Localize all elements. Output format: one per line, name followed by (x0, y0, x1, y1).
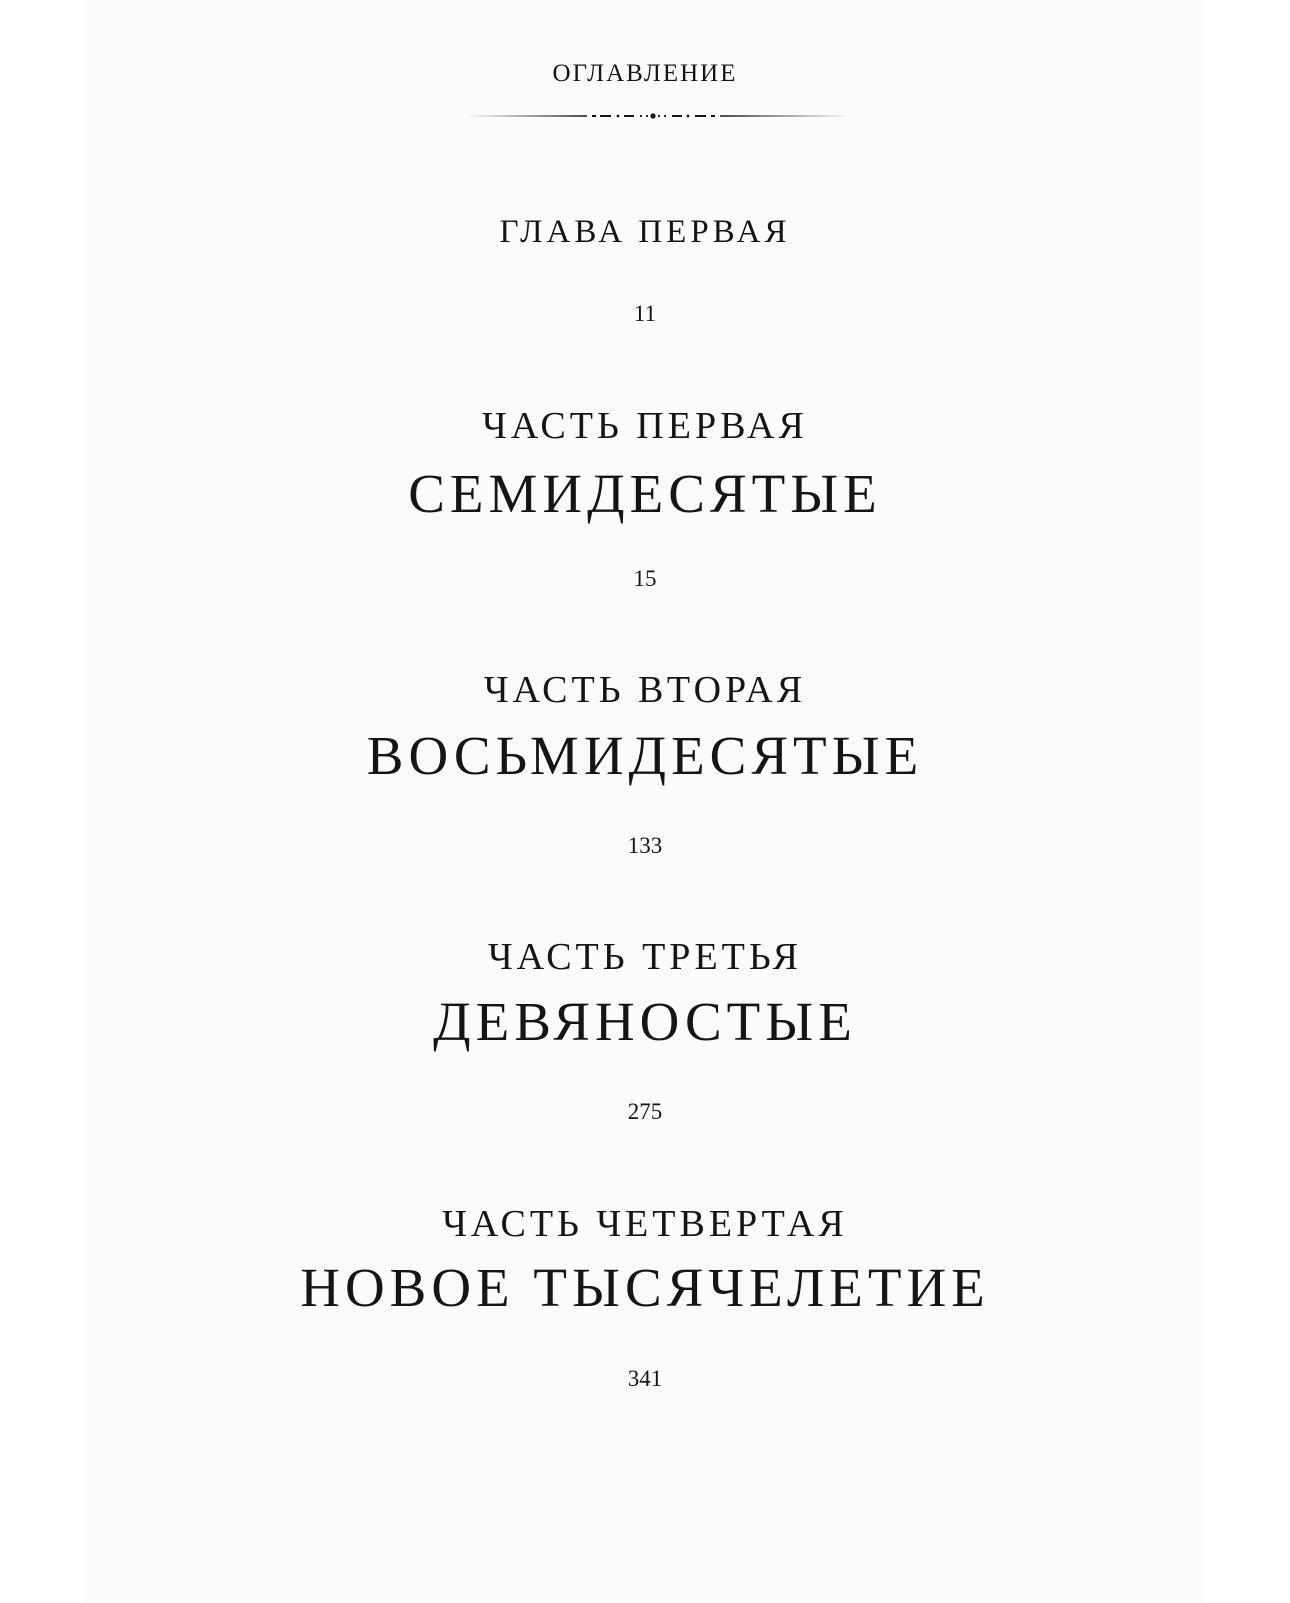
part-2-label: ЧАСТЬ ВТОРАЯ (483, 669, 807, 711)
part-1-page-number: 15 (633, 566, 657, 591)
part-1-label: ЧАСТЬ ПЕРВАЯ (482, 405, 808, 447)
part-2-title: ВОСЬМИДЕСЯТЫЕ (366, 725, 924, 786)
decorative-rule-icon (467, 111, 850, 121)
part-3-title: ДЕВЯНОСТЫЕ (433, 991, 857, 1052)
part-1-title: СЕМИДЕСЯТЫЕ (408, 463, 882, 524)
part-3-label: ЧАСТЬ ТРЕТЬЯ (487, 936, 803, 978)
toc-heading: ОГЛАВЛЕНИЕ (552, 60, 738, 87)
part-4-label: ЧАСТЬ ЧЕТВЕРТАЯ (442, 1203, 848, 1245)
part-3-page-number: 275 (627, 1099, 663, 1124)
part-2-page-number: 133 (627, 833, 663, 858)
chapter-page-number: 11 (633, 301, 657, 326)
part-4-title: НОВОЕ ТЫСЯЧЕЛЕТИЕ (300, 1257, 990, 1318)
chapter-label: ГЛАВА ПЕРВАЯ (499, 214, 791, 250)
part-4-page-number: 341 (627, 1366, 663, 1391)
